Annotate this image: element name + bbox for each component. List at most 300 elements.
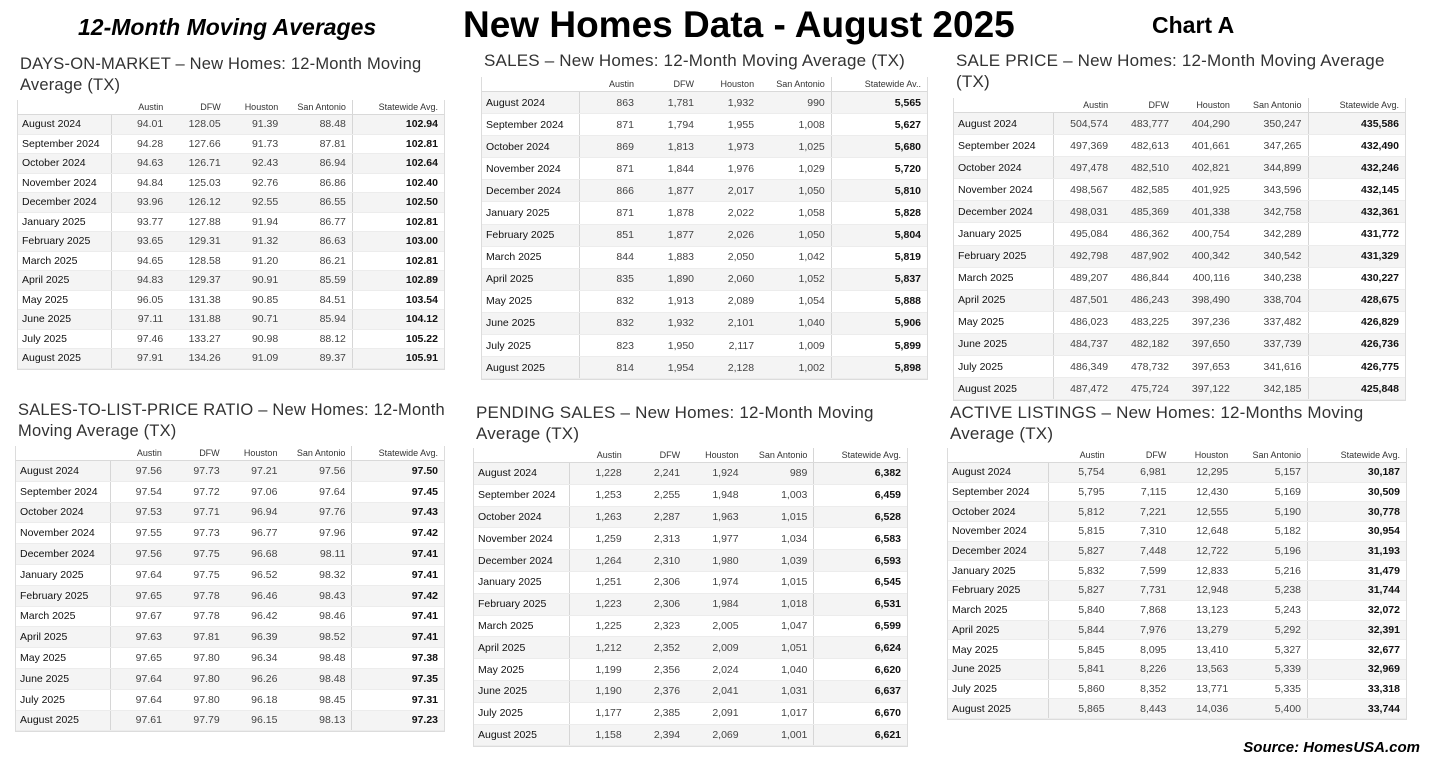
- table-row: [18, 212, 444, 232]
- row-label: August 2024: [948, 463, 1049, 483]
- row-label: February 2025: [474, 593, 569, 615]
- row-label: August 2024: [954, 113, 1053, 135]
- table-cell: 2,041: [686, 680, 744, 702]
- table-row: [474, 550, 907, 572]
- statewide-cell: 31,744: [1308, 581, 1407, 601]
- table-row: [18, 115, 444, 135]
- row-label: July 2025: [18, 329, 112, 349]
- table-cell: 97.67: [110, 606, 168, 627]
- table-cell: 86.94: [284, 154, 352, 174]
- panel-title: DAYS-ON-MARKET – New Homes: 12-Month Moving Average (TX): [20, 55, 422, 94]
- table-cell: 338,704: [1236, 289, 1308, 311]
- table-cell: 97.64: [283, 481, 351, 502]
- table-row: [482, 136, 927, 158]
- table-cell: 832: [580, 312, 640, 334]
- table-cell: 5,815: [1049, 522, 1111, 542]
- row-label: November 2024: [482, 158, 580, 180]
- active-listings-panel: [947, 402, 1407, 720]
- table-cell: 94.63: [112, 154, 170, 174]
- table-cell: 13,123: [1172, 600, 1234, 620]
- statewide-cell: 431,772: [1308, 223, 1405, 245]
- row-label: November 2024: [16, 523, 110, 544]
- statewide-cell: 31,193: [1308, 541, 1407, 561]
- table-cell: 96.39: [226, 627, 284, 648]
- column-header-statewide: Statewide Avg.: [352, 100, 444, 115]
- table-row: [474, 463, 907, 485]
- table-row: [474, 680, 907, 702]
- statewide-cell: 6,599: [814, 615, 907, 637]
- row-label: May 2025: [948, 640, 1049, 660]
- statewide-cell: 5,627: [831, 114, 927, 136]
- statewide-cell: 6,545: [814, 571, 907, 593]
- row-label: November 2024: [954, 179, 1053, 201]
- table-cell: 12,722: [1172, 541, 1234, 561]
- row-label: January 2025: [16, 564, 110, 585]
- table-cell: 2,352: [628, 637, 686, 659]
- table-cell: 1,025: [760, 136, 831, 158]
- row-label: October 2024: [482, 136, 580, 158]
- row-label: July 2025: [954, 356, 1053, 378]
- table-row: [948, 463, 1406, 483]
- table-cell: 475,724: [1114, 378, 1175, 400]
- table-cell: 1,781: [640, 92, 700, 114]
- table-cell: 97.78: [168, 606, 226, 627]
- row-label: May 2025: [482, 290, 580, 312]
- table-cell: 97.54: [110, 481, 168, 502]
- statewide-cell: 32,969: [1308, 659, 1407, 679]
- row-label: June 2025: [16, 668, 110, 689]
- table-row: [18, 310, 444, 330]
- panel-title: SALES-TO-LIST-PRICE RATIO – New Homes: 12-Month Moving Average (TX): [18, 401, 445, 440]
- table-row: [482, 290, 927, 312]
- table-cell: 844: [580, 246, 640, 268]
- row-label: April 2025: [18, 271, 112, 291]
- table-cell: 487,472: [1053, 378, 1114, 400]
- table-cell: 91.39: [227, 115, 285, 135]
- table-cell: 5,182: [1234, 522, 1307, 542]
- table-cell: 1,980: [686, 550, 744, 572]
- table-cell: 1,050: [760, 224, 831, 246]
- table-cell: 7,221: [1111, 502, 1173, 522]
- table-cell: 2,241: [628, 463, 686, 485]
- table-cell: 97.79: [168, 710, 226, 731]
- table-cell: 485,369: [1114, 201, 1175, 223]
- statewide-cell: 6,624: [814, 637, 907, 659]
- table-cell: 84.51: [284, 290, 352, 310]
- statewide-cell: 431,329: [1308, 245, 1405, 267]
- table-cell: 14,036: [1172, 699, 1234, 719]
- table-cell: 1,955: [700, 114, 760, 136]
- table-cell: 128.05: [169, 115, 227, 135]
- table-cell: 7,310: [1111, 522, 1173, 542]
- data-table-container: [481, 77, 928, 380]
- row-label: September 2024: [474, 484, 569, 506]
- table-cell: 5,844: [1049, 620, 1111, 640]
- table-cell: 2,376: [628, 680, 686, 702]
- table-cell: 5,865: [1049, 699, 1111, 719]
- table-cell: 1,263: [569, 506, 627, 528]
- table-cell: 2,024: [686, 659, 744, 681]
- table-cell: 86.86: [284, 173, 352, 193]
- table-cell: 5,795: [1049, 482, 1111, 502]
- panel-title: SALE PRICE – New Homes: 12-Month Moving Average (TX): [956, 51, 1385, 91]
- table-cell: 989: [745, 463, 814, 485]
- row-label: December 2024: [18, 193, 112, 213]
- table-row: [948, 640, 1406, 660]
- table-cell: 91.73: [227, 134, 285, 154]
- table-row: [16, 668, 444, 689]
- table-cell: 126.71: [169, 154, 227, 174]
- table-cell: 97.80: [168, 648, 226, 669]
- table-row: [954, 179, 1405, 201]
- table-cell: 5,845: [1049, 640, 1111, 660]
- row-label: July 2025: [948, 679, 1049, 699]
- row-label: June 2025: [948, 659, 1049, 679]
- table-cell: 990: [760, 92, 831, 114]
- table-cell: 87.81: [284, 134, 352, 154]
- table-cell: 482,182: [1114, 333, 1175, 355]
- statewide-cell: 97.41: [352, 544, 444, 565]
- table-cell: 98.32: [283, 564, 351, 585]
- table-cell: 94.01: [112, 115, 170, 135]
- table-cell: 91.09: [227, 349, 285, 369]
- table-cell: 397,236: [1175, 311, 1236, 333]
- row-label: December 2024: [954, 201, 1053, 223]
- statewide-cell: 105.22: [352, 329, 444, 349]
- table-cell: 401,661: [1175, 135, 1236, 157]
- header-row: [954, 98, 1405, 113]
- table-cell: 94.28: [112, 134, 170, 154]
- table-cell: 91.32: [227, 232, 285, 252]
- row-label: May 2025: [16, 648, 110, 669]
- statewide-cell: 5,837: [831, 268, 927, 290]
- column-header-statewide: Statewide Avg.: [1308, 448, 1407, 463]
- row-label: January 2025: [948, 561, 1049, 581]
- table-row: [16, 481, 444, 502]
- statewide-cell: 6,637: [814, 680, 907, 702]
- table-cell: 1,040: [745, 659, 814, 681]
- table-row: [948, 561, 1406, 581]
- table-cell: 2,017: [700, 180, 760, 202]
- table-cell: 871: [580, 202, 640, 224]
- table-cell: 97.64: [110, 668, 168, 689]
- table-cell: 97.64: [110, 564, 168, 585]
- statewide-cell: 32,391: [1308, 620, 1407, 640]
- row-label: August 2024: [18, 115, 112, 135]
- row-label: August 2024: [474, 463, 569, 485]
- table-cell: 13,279: [1172, 620, 1234, 640]
- table-cell: 866: [580, 180, 640, 202]
- row-label: June 2025: [482, 312, 580, 334]
- statewide-cell: 32,072: [1308, 600, 1407, 620]
- table-cell: 486,362: [1114, 223, 1175, 245]
- row-label: March 2025: [18, 251, 112, 271]
- table-cell: 126.12: [169, 193, 227, 213]
- statewide-cell: 426,736: [1308, 333, 1405, 355]
- row-label: August 2025: [18, 349, 112, 369]
- table-row: [482, 312, 927, 334]
- table-row: [18, 134, 444, 154]
- table-row: [948, 502, 1406, 522]
- table-cell: 13,563: [1172, 659, 1234, 679]
- row-label: December 2024: [474, 550, 569, 572]
- statewide-cell: 426,775: [1308, 356, 1405, 378]
- table-cell: 2,050: [700, 246, 760, 268]
- table-cell: 96.52: [226, 564, 284, 585]
- table-cell: 97.78: [168, 585, 226, 606]
- header-row: [16, 446, 444, 461]
- table-cell: 400,116: [1175, 267, 1236, 289]
- table-cell: 341,616: [1236, 356, 1308, 378]
- table-cell: 90.85: [227, 290, 285, 310]
- row-label: May 2025: [18, 290, 112, 310]
- table-cell: 814: [580, 357, 640, 379]
- table-cell: 2,128: [700, 357, 760, 379]
- table-row: [474, 615, 907, 637]
- table-cell: 2,356: [628, 659, 686, 681]
- table-cell: 127.66: [169, 134, 227, 154]
- table-cell: 397,650: [1175, 333, 1236, 355]
- table-cell: 1,042: [760, 246, 831, 268]
- table-cell: 869: [580, 136, 640, 158]
- table-cell: 2,091: [686, 702, 744, 724]
- table-cell: 400,754: [1175, 223, 1236, 245]
- table-cell: 97.61: [110, 710, 168, 731]
- table-cell: 1,976: [700, 158, 760, 180]
- column-header: DFW: [168, 446, 226, 461]
- table-cell: 91.20: [227, 251, 285, 271]
- table-cell: 2,022: [700, 202, 760, 224]
- table-cell: 5,339: [1234, 659, 1307, 679]
- table-cell: 12,648: [1172, 522, 1234, 542]
- table-cell: 93.96: [112, 193, 170, 213]
- table-cell: 1,003: [745, 484, 814, 506]
- table-cell: 342,758: [1236, 201, 1308, 223]
- table-row: [482, 224, 927, 246]
- row-label: May 2025: [474, 659, 569, 681]
- table-cell: 1,008: [760, 114, 831, 136]
- table-cell: 98.48: [283, 648, 351, 669]
- statewide-cell: 30,778: [1308, 502, 1407, 522]
- table-cell: 93.77: [112, 212, 170, 232]
- row-label: March 2025: [954, 267, 1053, 289]
- column-header: Houston: [227, 100, 285, 115]
- row-label: February 2025: [948, 581, 1049, 601]
- table-cell: 1,253: [569, 484, 627, 506]
- column-header: [954, 98, 1053, 113]
- row-label: April 2025: [474, 637, 569, 659]
- row-label: October 2024: [18, 154, 112, 174]
- table-cell: 97.11: [112, 310, 170, 330]
- table-cell: 97.53: [110, 502, 168, 523]
- table-row: [16, 585, 444, 606]
- days-on-market-panel: [17, 54, 445, 370]
- table-cell: 1,001: [745, 724, 814, 746]
- statewide-cell: 5,828: [831, 202, 927, 224]
- table-cell: 1,050: [760, 180, 831, 202]
- table-cell: 96.77: [226, 523, 284, 544]
- table-row: [474, 659, 907, 681]
- panel-title: SALES – New Homes: 12-Month Moving Average (TX): [484, 51, 906, 70]
- column-header: San Antonio: [284, 100, 352, 115]
- statewide-cell: 32,677: [1308, 640, 1407, 660]
- table-cell: 5,827: [1049, 541, 1111, 561]
- table-cell: 97.73: [168, 523, 226, 544]
- column-header: Houston: [1172, 448, 1234, 463]
- statewide-cell: 97.45: [352, 481, 444, 502]
- table-row: [474, 484, 907, 506]
- column-header-statewide: Statewide Avg.: [1308, 98, 1405, 113]
- table-row: [16, 627, 444, 648]
- table-cell: 5,400: [1234, 699, 1307, 719]
- table-row: [954, 113, 1405, 135]
- table-cell: 7,599: [1111, 561, 1173, 581]
- table-cell: 97.55: [110, 523, 168, 544]
- table-cell: 1,029: [760, 158, 831, 180]
- data-table-container: [947, 448, 1407, 720]
- table-cell: 1,017: [745, 702, 814, 724]
- statewide-cell: 5,888: [831, 290, 927, 312]
- table-cell: 1,913: [640, 290, 700, 312]
- row-label: October 2024: [16, 502, 110, 523]
- statewide-cell: 5,906: [831, 312, 927, 334]
- table-cell: 5,812: [1049, 502, 1111, 522]
- table-cell: 1,054: [760, 290, 831, 312]
- table-cell: 2,306: [628, 593, 686, 615]
- table-cell: 97.72: [168, 481, 226, 502]
- table-cell: 2,060: [700, 268, 760, 290]
- table-cell: 1,877: [640, 224, 700, 246]
- table-row: [474, 702, 907, 724]
- column-header: San Antonio: [1236, 98, 1308, 113]
- row-label: November 2024: [18, 173, 112, 193]
- row-label: September 2024: [16, 481, 110, 502]
- table-row: [16, 502, 444, 523]
- table-cell: 86.63: [284, 232, 352, 252]
- column-header: Houston: [226, 446, 284, 461]
- panel-title: ACTIVE LISTINGS – New Homes: 12-Months Moving Average (TX): [950, 403, 1364, 443]
- statewide-cell: 435,586: [1308, 113, 1405, 135]
- table-cell: 5,840: [1049, 600, 1111, 620]
- table-row: [474, 506, 907, 528]
- table-cell: 400,342: [1175, 245, 1236, 267]
- table-cell: 7,448: [1111, 541, 1173, 561]
- statewide-cell: 103.54: [352, 290, 444, 310]
- table-row: [954, 135, 1405, 157]
- table-row: [482, 357, 927, 379]
- statewide-cell: 30,509: [1308, 482, 1407, 502]
- table-cell: 1,890: [640, 268, 700, 290]
- statewide-cell: 30,187: [1308, 463, 1407, 483]
- statewide-cell: 102.89: [352, 271, 444, 291]
- table-cell: 404,290: [1175, 113, 1236, 135]
- data-table: [954, 98, 1405, 400]
- table-cell: 350,247: [1236, 113, 1308, 135]
- table-cell: 1,002: [760, 357, 831, 379]
- statewide-cell: 432,490: [1308, 135, 1405, 157]
- statewide-cell: 31,479: [1308, 561, 1407, 581]
- column-header: [16, 446, 110, 461]
- table-cell: 97.56: [110, 461, 168, 482]
- header-row: [18, 100, 444, 115]
- table-cell: 94.65: [112, 251, 170, 271]
- row-label: June 2025: [954, 333, 1053, 355]
- table-cell: 96.18: [226, 689, 284, 710]
- column-header: San Antonio: [1234, 448, 1307, 463]
- table-cell: 134.26: [169, 349, 227, 369]
- statewide-cell: 30,954: [1308, 522, 1407, 542]
- table-row: [482, 92, 927, 114]
- table-row: [954, 245, 1405, 267]
- column-header: DFW: [1114, 98, 1175, 113]
- table-cell: 1,948: [686, 484, 744, 506]
- row-label: August 2025: [16, 710, 110, 731]
- table-row: [954, 378, 1405, 400]
- row-label: February 2025: [18, 232, 112, 252]
- table-cell: 482,585: [1114, 179, 1175, 201]
- table-cell: 1,977: [686, 528, 744, 550]
- table-row: [482, 335, 927, 357]
- table-cell: 1,228: [569, 463, 627, 485]
- row-label: January 2025: [482, 202, 580, 224]
- table-cell: 86.21: [284, 251, 352, 271]
- table-cell: 8,352: [1111, 679, 1173, 699]
- data-table-container: [15, 446, 445, 732]
- table-cell: 1,212: [569, 637, 627, 659]
- statewide-cell: 425,848: [1308, 378, 1405, 400]
- table-row: [16, 606, 444, 627]
- panel-title: PENDING SALES – New Homes: 12-Month Moving Average (TX): [476, 403, 874, 443]
- table-row: [954, 289, 1405, 311]
- row-label: January 2025: [474, 571, 569, 593]
- table-row: [482, 114, 927, 136]
- table-cell: 2,005: [686, 615, 744, 637]
- statewide-cell: 97.38: [352, 648, 444, 669]
- table-cell: 96.15: [226, 710, 284, 731]
- table-cell: 495,084: [1053, 223, 1114, 245]
- table-cell: 97.71: [168, 502, 226, 523]
- table-cell: 96.42: [226, 606, 284, 627]
- data-table: [482, 77, 927, 379]
- statewide-cell: 6,531: [814, 593, 907, 615]
- table-cell: 94.83: [112, 271, 170, 291]
- statewide-cell: 97.35: [352, 668, 444, 689]
- table-row: [482, 202, 927, 224]
- table-cell: 1,259: [569, 528, 627, 550]
- statewide-cell: 97.42: [352, 523, 444, 544]
- row-label: April 2025: [16, 627, 110, 648]
- table-cell: 498,567: [1053, 179, 1114, 201]
- table-row: [474, 637, 907, 659]
- row-label: August 2025: [954, 378, 1053, 400]
- statewide-cell: 102.64: [352, 154, 444, 174]
- table-row: [948, 581, 1406, 601]
- table-cell: 1,015: [745, 571, 814, 593]
- table-cell: 1,813: [640, 136, 700, 158]
- statewide-cell: 432,361: [1308, 201, 1405, 223]
- row-label: July 2025: [16, 689, 110, 710]
- table-cell: 12,948: [1172, 581, 1234, 601]
- source-note: Source: HomesUSA.com: [1243, 739, 1420, 756]
- table-cell: 5,190: [1234, 502, 1307, 522]
- statewide-cell: 97.42: [352, 585, 444, 606]
- table-cell: 88.12: [284, 329, 352, 349]
- table-cell: 13,771: [1172, 679, 1234, 699]
- table-cell: 401,338: [1175, 201, 1236, 223]
- data-table: [16, 446, 444, 731]
- sales-panel: [481, 50, 928, 380]
- table-cell: 1,251: [569, 571, 627, 593]
